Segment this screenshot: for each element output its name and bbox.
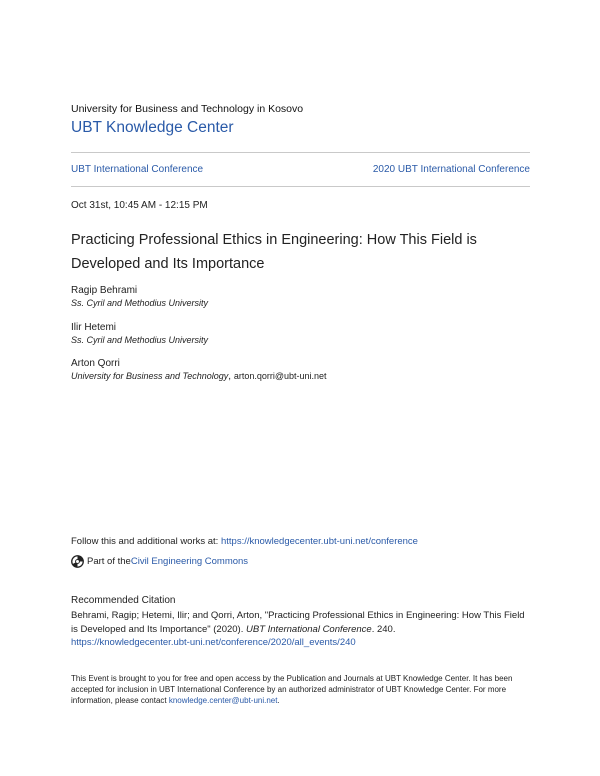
divider [71, 186, 530, 187]
footer-text: This Event is brought to you for free and open access by the Publication and Journals at UBT Knowledge Center. It has been accepted for inclusion in UBT International Conference by an authorized administrator of UBT Knowledge Center. For more information, please contact [71, 674, 513, 705]
institution-name: University for Business and Technology in Kosovo [71, 103, 304, 115]
author-affiliation: University for Business and Technology [71, 371, 229, 381]
follow-url-link[interactable]: https://knowledgecenter.ubt-uni.net/conference [220, 536, 418, 547]
divider [71, 152, 530, 153]
footer-notice: This Event is brought to you for free and open access by the Publication and Journals at UBT Knowledge Center. It has been accepted for inclusion in UBT International Conference by an authorized administrator of UBT Knowledge Center. For more information, please contact knowledge.center@ubt-uni.net. [71, 674, 513, 705]
repository-link[interactable]: UBT Knowledge Center [71, 119, 234, 136]
citation-number: . 240. [371, 623, 396, 635]
citation-journal: UBT International Conference [246, 623, 372, 635]
part-of-line [71, 555, 248, 568]
author-block [71, 321, 208, 347]
contact-email-link[interactable]: knowledge.center@ubt-uni.net [168, 696, 278, 705]
follow-line [71, 536, 418, 547]
author-affiliation: Ss. Cyril and Methodius University [71, 335, 209, 345]
commons-network-icon [71, 555, 84, 568]
author-name: Arton Qorri [71, 358, 120, 369]
civil-engineering-commons-link[interactable]: Civil Engineering Commons [130, 556, 249, 567]
author-name: Ilir Hetemi [71, 322, 117, 333]
breadcrumb-conference-link[interactable]: UBT International Conference [71, 164, 204, 175]
citation-url-link[interactable]: https://knowledgecenter.ubt-uni.net/conference/2020/all_events/240 [71, 637, 356, 648]
breadcrumb-year-link[interactable]: 2020 UBT International Conference [372, 164, 530, 175]
author-email[interactable]: arton.qorri@ubt-uni.net [233, 371, 327, 381]
part-of-prefix: Part of the [87, 556, 131, 567]
citation-text [71, 609, 531, 650]
author-name: Ragip Behrami [71, 285, 138, 296]
paper-title: Practicing Professional Ethics in Engineering: How This Field is Developed and Its Importance [71, 232, 477, 272]
author-affiliation: Ss. Cyril and Methodius University [71, 298, 209, 308]
author-block: Arton Qorri University for Business and Technology, arton.qorri@ubt-uni.net [71, 358, 327, 382]
citation-heading: Recommended Citation [71, 595, 176, 606]
author-block [71, 284, 208, 310]
follow-prefix: Follow this and additional works at: [71, 536, 221, 547]
event-time: Oct 31st, 10:45 AM - 12:15 PM [71, 200, 208, 211]
citation-authors-title: Behrami, Ragip; Hetemi, Ilir; and Qorri, Arton, "Practicing Professional Ethics in Engineering: How This Field is Developed and Its Importance" (2020). [71, 610, 525, 635]
